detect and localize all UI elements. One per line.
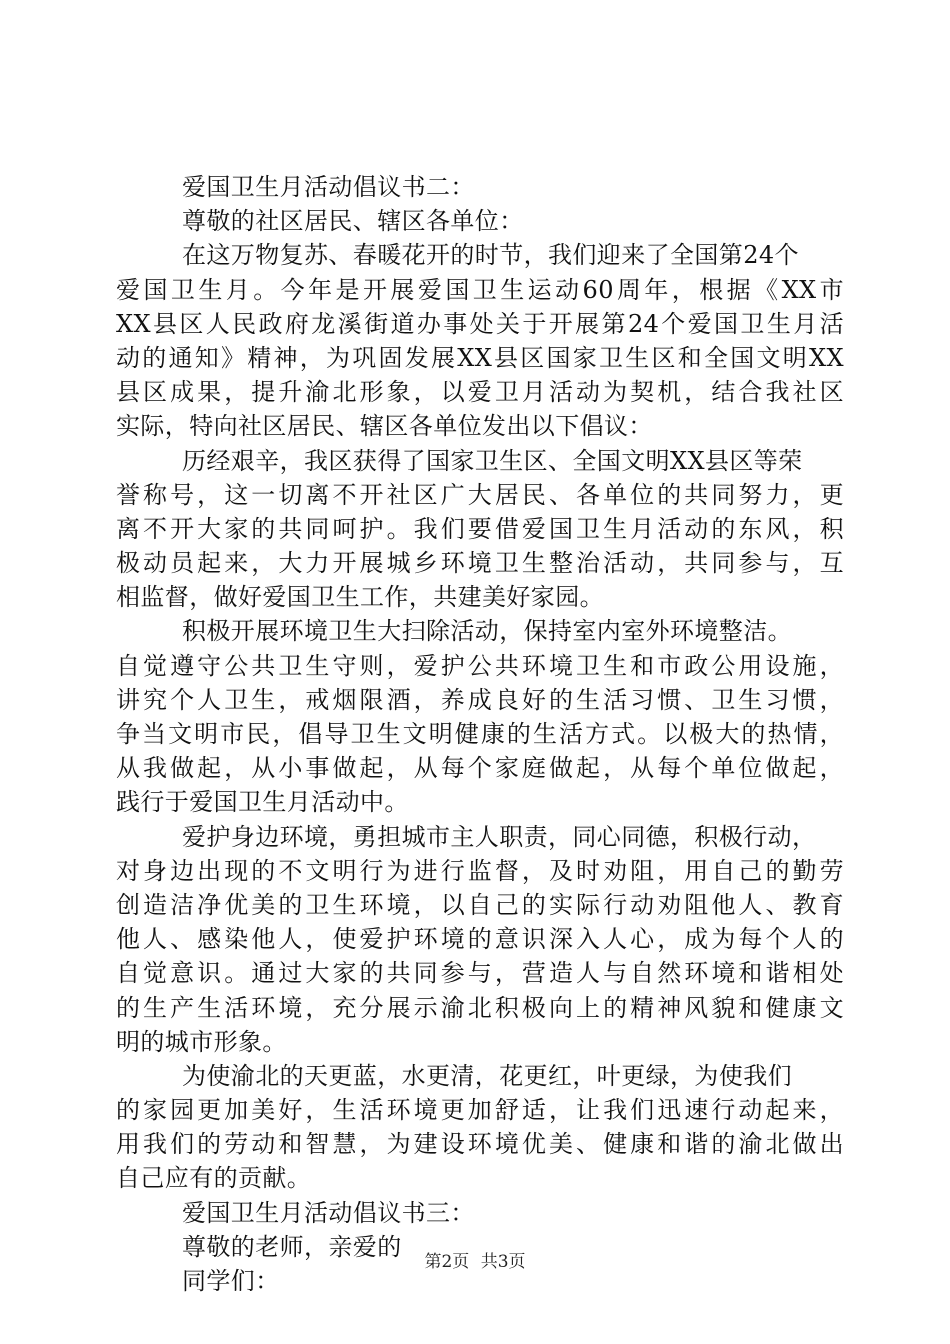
- text-line: 积极开展环境卫生大扫除活动，保持室内室外环境整洁。: [182, 617, 792, 646]
- text-line: 县区成果，提升渝北形象，以爱卫月活动为契机，结合我社区: [116, 378, 844, 407]
- text-line: 动的通知》精神，为巩固发展XX县区国家卫生区和全国文明XX: [116, 343, 844, 372]
- text-line: 同学们：: [182, 1267, 280, 1295]
- total-pages: 共3页: [480, 1252, 526, 1272]
- text-line: 尊敬的社区居民、辖区各单位：: [182, 207, 524, 236]
- text-line: 尊敬的老师，亲爱的: [182, 1232, 402, 1261]
- text-line: 相监督，做好爱国卫生工作，共建美好家园。: [116, 583, 604, 612]
- text-line: 爱国卫生月活动倡议书二：: [182, 173, 475, 201]
- text-line: 践行于爱国卫生月活动中。: [116, 788, 409, 817]
- text-line: 爱国卫生月活动倡议书三：: [182, 1198, 475, 1227]
- text-line: 自己应有的贡献。: [116, 1164, 312, 1193]
- text-line: 的生产生活环境，充分展示渝北积极向上的精神风貌和健康文: [116, 993, 844, 1022]
- text-line: 明的城市形象。: [116, 1027, 287, 1056]
- text-line: 的家园更加美好，生活环境更加舒适，让我们迅速行动起来，: [116, 1096, 844, 1125]
- text-line: 对身边出现的不文明行为进行监督，及时劝阻，用自己的勤劳: [116, 856, 844, 885]
- text-line: 誉称号，这一切离不开社区广大居民、各单位的共同努力，更: [116, 480, 844, 509]
- text-line: 实际，特向社区居民、辖区各单位发出以下倡议：: [116, 412, 653, 441]
- text-line: 从我做起，从小事做起，从每个家庭做起，从每个单位做起，: [116, 754, 844, 783]
- document-body: [116, 170, 844, 1298]
- text-line: XX县区人民政府龙溪街道办事处关于开展第24个爱国卫生月活: [116, 309, 844, 338]
- text-line: 历经艰辛，我区获得了国家卫生区、全国文明XX县区等荣: [182, 446, 803, 475]
- text-line: 爱国卫生月。今年是开展爱国卫生运动60周年，根据《XX市: [116, 275, 844, 304]
- text-line: 为使渝北的天更蓝，水更清，花更红，叶更绿，为使我们: [182, 1061, 792, 1090]
- text-line: 自觉意识。通过大家的共同参与，营造人与自然环境和谐相处: [116, 959, 844, 988]
- text-line: 在这万物复苏、春暖花开的时节，我们迎来了全国第24个: [182, 241, 799, 270]
- text-line: 他人、感染他人，使爱护环境的意识深入人心，成为每个人的: [116, 925, 844, 954]
- text-line: 自觉遵守公共卫生守则，爱护公共环境卫生和市政公用设施，: [116, 651, 844, 680]
- text-line: 极动员起来，大力开展城乡环境卫生整治活动，共同参与，互: [116, 549, 844, 578]
- text-line: 用我们的劳动和智慧，为建设环境优美、健康和谐的渝北做出: [116, 1130, 844, 1159]
- text-line: 创造洁净优美的卫生环境，以自己的实际行动劝阻他人、教育: [116, 890, 844, 919]
- page-footer: [0, 1247, 950, 1272]
- text-line: 讲究个人卫生，戒烟限酒，养成良好的生活习惯、卫生习惯，: [116, 685, 844, 714]
- text-line: 争当文明市民，倡导卫生文明健康的生活方式。以极大的热情，: [116, 720, 844, 748]
- text-line: 爱护身边环境，勇担城市主人职责，同心同德，积极行动，: [182, 822, 817, 851]
- page-number: 第2页: [424, 1252, 470, 1272]
- text-line: 离不开大家的共同呵护。我们要借爱国卫生月活动的东风，积: [116, 514, 844, 543]
